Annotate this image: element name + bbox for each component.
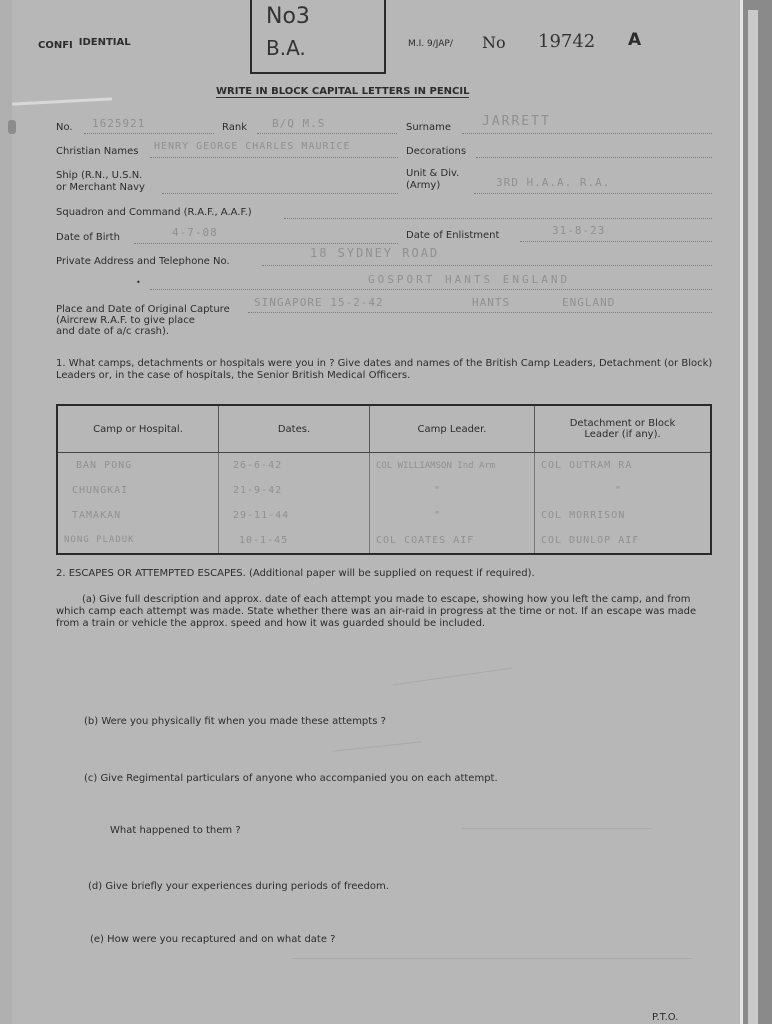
- question-2e: (e) How were you recaptured and on what date ?: [90, 934, 336, 945]
- stamp-box: [250, 0, 386, 74]
- tag-string: [12, 97, 112, 105]
- cell-camp: NONG PLADUK: [57, 528, 219, 554]
- header-camp-leader: Camp Leader.: [370, 405, 535, 453]
- cell-dates: 21-9-42: [219, 478, 370, 503]
- cell-detachment-leader: COL MORRISON: [541, 509, 626, 521]
- unit-label: [406, 168, 459, 192]
- ship-label: [56, 170, 145, 194]
- form-letter: A: [628, 30, 642, 50]
- capture-label: [56, 304, 230, 337]
- christian-names-value: HENRY GEORGE CHARLES MAURICE: [154, 141, 351, 152]
- rank-label: Rank: [222, 122, 247, 133]
- cell-detachment-leader: ": [615, 484, 623, 496]
- confidential-label: [38, 37, 131, 51]
- capture-label-line1: Place and Date of Original Capture: [56, 304, 230, 315]
- surname-value: JARRETT: [482, 114, 551, 129]
- question-2-heading: 2. ESCAPES OR ATTEMPTED ESCAPES. (Additional paper will be supplied on request if required).: [56, 568, 535, 579]
- form-number: 19742: [538, 31, 596, 52]
- pto-label: P.T.O.: [652, 1012, 679, 1023]
- form-sheet: [12, 0, 740, 1024]
- table-row: [57, 503, 711, 528]
- camps-table: [56, 404, 712, 555]
- sheet-edge: [740, 0, 743, 1024]
- header-detachment-leader: Detachment or Block Leader (if any).: [535, 405, 712, 453]
- ship-label-line2: or Merchant Navy: [56, 182, 145, 193]
- cell-dates: 10-1-45: [219, 528, 370, 554]
- cell-camp-leader: ": [370, 503, 535, 528]
- bullet-mark: •: [136, 278, 141, 287]
- cell-dates: 26-6-42: [219, 453, 370, 479]
- question-2d: (d) Give briefly your experiences during periods of freedom.: [88, 881, 389, 892]
- show-through-mark: [393, 668, 512, 686]
- punch-hole: [8, 120, 16, 134]
- address-label: Private Address and Telephone No.: [56, 256, 230, 267]
- stamp-ba: B.A.: [266, 36, 306, 60]
- cell-camp-leader: COL COATES AIF: [370, 528, 535, 554]
- cell-camp: TAMAKAN: [57, 503, 219, 528]
- question-1: 1. What camps, detachments or hospitals were you in ? Give dates and names of the British Camp Leaders, Detachment (or Block) Leaders or, in the case of hospitals, the Senior British Medical Officers.: [56, 358, 713, 381]
- address-line1: 18 SYDNEY ROAD: [310, 246, 440, 260]
- cell-camp-leader: ": [370, 478, 535, 503]
- camps-table-header: [57, 405, 711, 453]
- header-dates: Dates.: [219, 405, 370, 453]
- cell-camp: CHUNGKAI: [57, 478, 219, 503]
- confidential-right: IDENTIAL: [78, 37, 131, 48]
- table-row: [57, 453, 711, 479]
- christian-names-label: Christian Names: [56, 146, 139, 157]
- ref-label: M.I. 9/JAP/: [408, 39, 453, 49]
- unit-label-line2: (Army): [406, 180, 441, 191]
- instruction-heading: WRITE IN BLOCK CAPITAL LETTERS IN PENCIL: [216, 86, 470, 97]
- address-line2: GOSPORT HANTS ENGLAND: [368, 273, 571, 286]
- table-row: [57, 528, 711, 554]
- question-2c-followup: What happened to them ?: [110, 825, 241, 836]
- show-through-mark: [332, 741, 422, 751]
- enlistment-value: 31-8-23: [552, 224, 606, 237]
- unit-label-line1: Unit & Div.: [406, 168, 460, 179]
- enlistment-label: Date of Enlistment: [406, 230, 500, 241]
- capture-label-line3: and date of a/c crash).: [56, 326, 170, 337]
- decorations-label: Decorations: [406, 146, 467, 157]
- confidential-left: CONFI: [38, 40, 73, 51]
- cell-camp: BAN PONG: [57, 453, 219, 479]
- number-label: No: [482, 33, 506, 52]
- no-value: 1625921: [92, 117, 146, 130]
- adjacent-sheet-edge: [748, 10, 758, 1024]
- cell-detachment-leader: COL DUNLOP AIF: [541, 534, 640, 546]
- dob-label: Date of Birth: [56, 232, 120, 243]
- cell-detachment-leader: COL OUTRAM RA: [541, 460, 633, 471]
- capture-label-line2: (Aircrew R.A.F. to give place: [56, 315, 195, 326]
- rank-value: B/Q M.S: [272, 117, 326, 130]
- stamp-number: No3: [266, 4, 310, 29]
- ship-label-line1: Ship (R.N., U.S.N.: [56, 170, 143, 181]
- cell-dates: 29-11-44: [219, 503, 370, 528]
- no-label: No.: [56, 122, 73, 133]
- squadron-label: Squadron and Command (R.A.F., A.A.F.): [56, 207, 252, 218]
- header-camp: Camp or Hospital.: [57, 405, 219, 453]
- surname-label: Surname: [406, 122, 451, 133]
- question-2b: (b) Were you physically fit when you made these attempts ?: [84, 716, 386, 727]
- show-through-mark: [292, 958, 692, 959]
- question-2a: (a) Give full description and approx. date of each attempt you made to escape, showing how you left the camp, and from which camp each attempt was made. State whether there was an air-raid in progress at the time or not. If an escape was made from a train or vehicle the approx. speed and how it was guarded should be included.: [56, 594, 697, 629]
- question-2c: (c) Give Regimental particulars of anyone who accompanied you on each attempt.: [84, 773, 498, 784]
- capture-value-country: ENGLAND: [562, 296, 616, 309]
- capture-value: SINGAPORE 15-2-42: [254, 296, 384, 309]
- dob-value: 4-7-08: [172, 226, 218, 239]
- table-row: [57, 478, 711, 503]
- cell-camp-leader: COL WILLIAMSON Ind Arm: [370, 453, 535, 479]
- unit-value: 3RD H.A.A. R.A.: [496, 176, 611, 189]
- show-through-mark: [462, 828, 652, 829]
- capture-value-county: HANTS: [472, 296, 511, 309]
